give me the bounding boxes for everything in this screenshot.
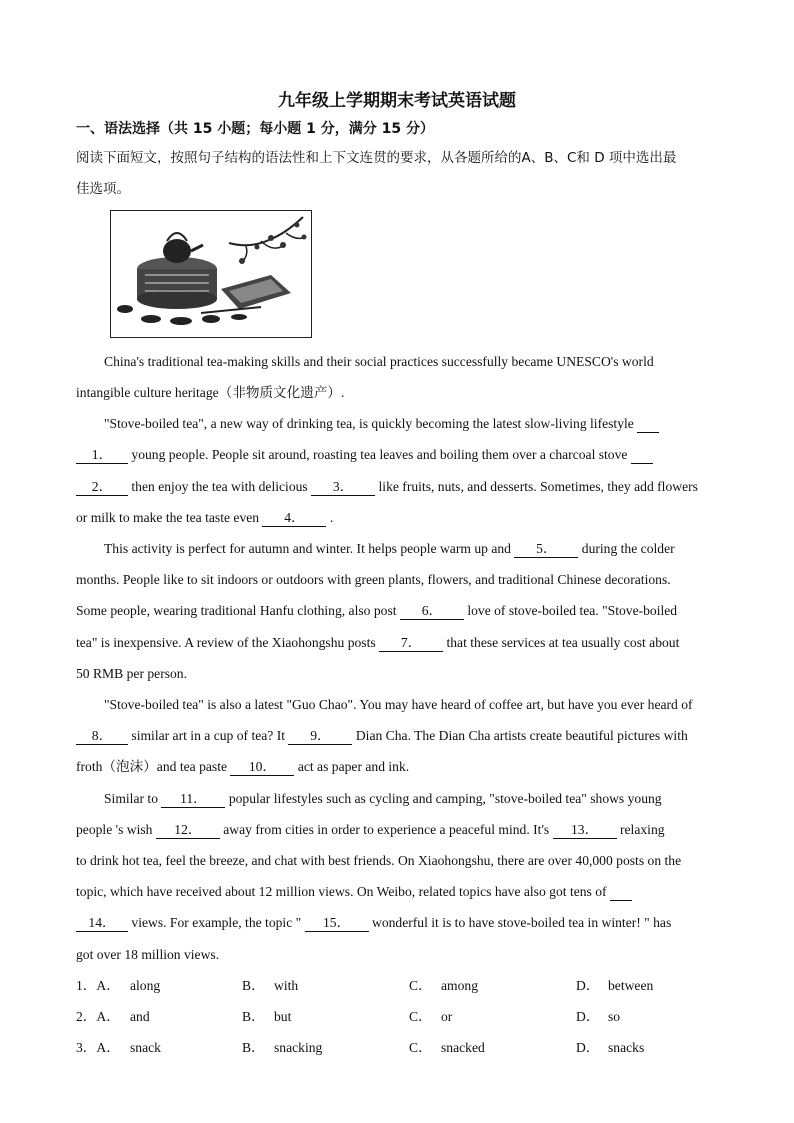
option-c[interactable]: among bbox=[441, 978, 478, 993]
option-c[interactable]: or bbox=[441, 1009, 453, 1024]
tea-stove-illustration bbox=[110, 210, 312, 338]
answer-blank-10[interactable]: 10． bbox=[230, 760, 294, 776]
passage-line: China's traditional tea-making skills and their social practices successfully became UNESCO's world bbox=[104, 354, 654, 369]
answer-blank-7[interactable]: 7． bbox=[379, 636, 443, 652]
answer-blank-9[interactable]: 9． bbox=[288, 729, 352, 745]
answer-blank-3[interactable]: 3． bbox=[311, 480, 375, 496]
passage-line: intangible culture heritage（非物质文化遗产）. bbox=[76, 385, 345, 400]
passage-line: This activity is perfect for autumn and winter. It helps people warm up and 5． during the colder bbox=[104, 541, 675, 556]
option-d[interactable]: so bbox=[608, 1009, 621, 1024]
option-c-label: C． bbox=[409, 1009, 432, 1024]
question-number: 2．A． bbox=[76, 1009, 120, 1024]
option-b[interactable]: snacking bbox=[274, 1040, 323, 1055]
option-b[interactable]: but bbox=[274, 1009, 292, 1024]
passage-line: 1． young people. People sit around, roasting tea leaves and boiling them over a charcoal stove bbox=[76, 448, 746, 464]
instructions-line-2: 佳选项。 bbox=[76, 181, 130, 197]
option-a[interactable]: and bbox=[130, 1009, 150, 1024]
passage-line: tea" is inexpensive. A review of the Xiaohongshu posts 7． that these services at tea usually cost about bbox=[76, 635, 680, 650]
option-c-label: C． bbox=[409, 978, 432, 993]
option-d-label: D． bbox=[576, 1009, 600, 1024]
passage-line: to drink hot tea, feel the breeze, and chat with best friends. On Xiaohongshu, there are over 40,000 posts on the bbox=[76, 853, 682, 868]
passage-line: people 's wish 12． away from cities in order to experience a peaceful mind. It's 13． relaxing bbox=[76, 822, 665, 837]
answer-blank-15[interactable]: 15． bbox=[305, 916, 369, 932]
passage-line: "Stove-boiled tea" is also a latest "Guo Chao". You may have heard of coffee art, but have you ever heard of bbox=[104, 697, 693, 712]
passage-line: 14． views. For example, the topic " 15． wonderful it is to have stove-boiled tea in winter! " has bbox=[76, 916, 746, 932]
answer-blank[interactable] bbox=[610, 885, 632, 901]
answer-blank-2[interactable]: 2． bbox=[76, 480, 128, 496]
question-number: 1．A． bbox=[76, 978, 120, 993]
answer-blank-4[interactable]: 4． bbox=[262, 511, 326, 527]
passage-line: froth（泡沫）and tea paste 10． act as paper and ink. bbox=[76, 759, 410, 774]
option-d[interactable]: between bbox=[608, 978, 654, 993]
answer-blank-12[interactable]: 12． bbox=[156, 823, 220, 839]
answer-blank-5[interactable]: 5． bbox=[514, 542, 578, 558]
passage-line: or milk to make the tea taste even 4． . bbox=[76, 510, 334, 525]
passage-line: 50 RMB per person. bbox=[76, 666, 188, 681]
answer-blank-1[interactable]: 1． bbox=[76, 448, 128, 464]
page-title: 九年级上学期期末考试英语试题 bbox=[278, 91, 516, 111]
option-b-label: B． bbox=[242, 978, 265, 993]
option-b[interactable]: with bbox=[274, 978, 299, 993]
question-number: 3．A． bbox=[76, 1040, 120, 1055]
answer-blank[interactable] bbox=[637, 417, 659, 433]
passage-line: topic, which have received about 12 million views. On Weibo, related topics have also got tens of bbox=[76, 885, 746, 901]
answer-blank-11[interactable]: 11． bbox=[161, 792, 225, 808]
tea-stove-icon bbox=[111, 211, 311, 337]
section-heading: 一、语法选择（共 15 小题；每小题 1 分，满分 15 分） bbox=[76, 121, 434, 137]
passage-line: Some people, wearing traditional Hanfu clothing, also post 6． love of stove-boiled tea. "Stove-boiled bbox=[76, 603, 678, 618]
passage-line: Similar to 11． popular lifestyles such as cycling and camping, "stove-boiled tea" shows young bbox=[104, 791, 662, 806]
passage-line: 2． then enjoy the tea with delicious 3． like fruits, nuts, and desserts. Sometimes, they add flowers bbox=[76, 480, 746, 496]
passage-line: months. People like to sit indoors or outdoors with green plants, flowers, and traditional Chinese decorations. bbox=[76, 572, 671, 587]
option-a[interactable]: along bbox=[130, 978, 161, 993]
answer-blank-13[interactable]: 13． bbox=[553, 823, 617, 839]
answer-blank-14[interactable]: 14． bbox=[76, 916, 128, 932]
option-d[interactable]: snacks bbox=[608, 1040, 645, 1055]
option-d-label: D． bbox=[576, 978, 600, 993]
option-a[interactable]: snack bbox=[130, 1040, 161, 1055]
option-c-label: C． bbox=[409, 1040, 432, 1055]
option-d-label: D． bbox=[576, 1040, 600, 1055]
answer-blank-6[interactable]: 6． bbox=[400, 604, 464, 620]
passage-line: 8． similar art in a cup of tea? It 9． Dian Cha. The Dian Cha artists create beautiful pictures with bbox=[76, 729, 746, 745]
instructions-line-1: 阅读下面短文，按照句子结构的语法性和上下文连贯的要求，从各题所给的A、B、C和 D 项中选出最 bbox=[76, 150, 677, 166]
option-b-label: B． bbox=[242, 1040, 265, 1055]
answer-blank-8[interactable]: 8． bbox=[76, 729, 128, 745]
option-c[interactable]: snacked bbox=[441, 1040, 485, 1055]
passage-line: "Stove-boiled tea", a new way of drinking tea, is quickly becoming the latest slow-living lifestyle bbox=[104, 417, 746, 433]
passage-line: got over 18 million views. bbox=[76, 947, 220, 962]
option-b-label: B． bbox=[242, 1009, 265, 1024]
answer-blank[interactable] bbox=[631, 448, 653, 464]
